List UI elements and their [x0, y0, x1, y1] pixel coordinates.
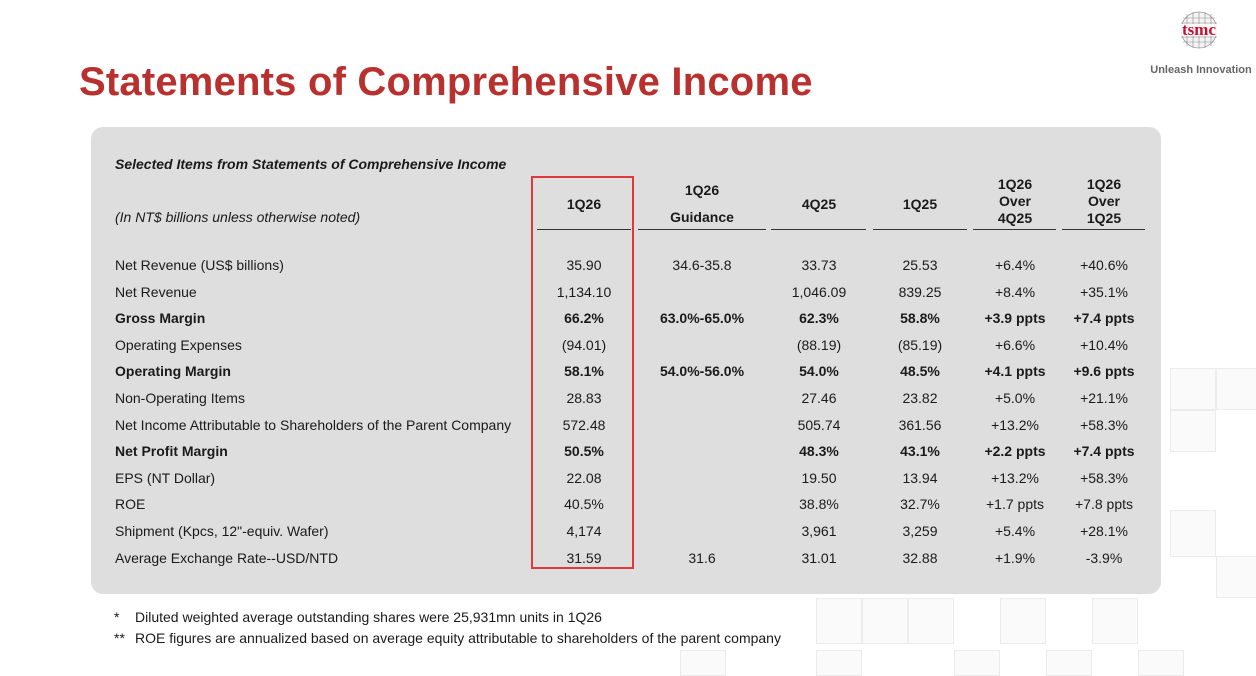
table-cell-q425: 54.0%: [799, 363, 839, 379]
table-cell-qoq: +2.2 ppts: [984, 443, 1046, 459]
table-cell-qoq: +13.2%: [991, 470, 1039, 486]
column-header-line: 4Q25: [801, 196, 837, 212]
column-header-underline: [973, 229, 1056, 230]
table-cell-qoq: +6.4%: [994, 257, 1036, 273]
table-cell-q125: 43.1%: [900, 443, 940, 459]
table-cell-yoy: -3.9%: [1085, 550, 1123, 566]
highlight-box-1q26: [531, 176, 634, 569]
table-cell-q126: 58.1%: [564, 363, 604, 379]
table-cell-q125: 23.82: [902, 390, 938, 406]
logo-tagline: Unleash Innovation: [1150, 64, 1252, 76]
table-cell-yoy: +7.8 ppts: [1075, 496, 1133, 512]
table-cell-qoq: +1.7 ppts: [986, 496, 1044, 512]
column-header-underline: [638, 229, 766, 230]
column-header-yoy: [1039, 176, 1169, 227]
column-header-line: 1Q25: [902, 196, 938, 212]
row-label: Average Exchange Rate--USD/NTD: [115, 550, 339, 566]
table-cell-q125: 839.25: [898, 284, 942, 300]
column-header-underline: [873, 229, 967, 230]
table-cell-q126: 35.90: [566, 257, 602, 273]
row-label: Net Income Attributable to Shareholders of the Parent Company: [115, 417, 512, 433]
table-cell-q425: 27.46: [801, 390, 837, 406]
table-cell-q425: 62.3%: [799, 310, 839, 326]
column-header-line: 1Q26: [566, 196, 602, 212]
table-cell-q126: (94.01): [561, 337, 607, 353]
table-cell-yoy: +10.4%: [1080, 337, 1128, 353]
table-cell-yoy: +58.3%: [1080, 417, 1128, 433]
column-header-underline: [1062, 229, 1145, 230]
table-cell-q425: 33.73: [801, 257, 837, 273]
row-label: EPS (NT Dollar): [115, 470, 216, 486]
table-section-title: Selected Items from Statements of Comprehensive Income: [115, 156, 507, 172]
column-header-line: 1Q26: [1086, 176, 1122, 192]
table-cell-q125: 48.5%: [900, 363, 940, 379]
footnote-2: [114, 630, 781, 646]
row-label: Operating Expenses: [115, 337, 242, 353]
footnote-mark: **: [114, 630, 125, 646]
table-cell-yoy: +21.1%: [1080, 390, 1128, 406]
table-cell-q125: (85.19): [897, 337, 943, 353]
table-cell-yoy: +9.6 ppts: [1073, 363, 1135, 379]
globe-logo-icon: [1174, 10, 1224, 52]
table-cell-q425: 1,046.09: [791, 284, 847, 300]
table-cell-guidance: 54.0%-56.0%: [659, 363, 745, 379]
table-cell-guidance: 34.6-35.8: [672, 257, 732, 273]
table-cell-yoy: +7.4 ppts: [1073, 310, 1135, 326]
column-header-underline: [771, 229, 866, 230]
row-label: Shipment (Kpcs, 12"-equiv. Wafer): [115, 523, 329, 539]
table-cell-q126: 50.5%: [564, 443, 604, 459]
row-label: Operating Margin: [115, 363, 231, 379]
table-cell-guidance: 63.0%-65.0%: [659, 310, 745, 326]
column-header-line: Over: [1088, 193, 1120, 209]
footnote-text: Diluted weighted average outstanding shares were 25,931mn units in 1Q26: [135, 609, 602, 625]
table-cell-q125: 58.8%: [900, 310, 940, 326]
table-cell-yoy: +40.6%: [1080, 257, 1128, 273]
table-cell-q126: 22.08: [566, 470, 602, 486]
table-cell-q126: 28.83: [566, 390, 602, 406]
row-label: Non-Operating Items: [115, 390, 245, 406]
table-cell-yoy: +28.1%: [1080, 523, 1128, 539]
table-cell-q425: 3,961: [801, 523, 837, 539]
table-cell-yoy: +35.1%: [1080, 284, 1128, 300]
column-header-line: 1Q25: [1086, 210, 1122, 226]
column-header-line: Over: [999, 193, 1031, 209]
table-cell-q126: 572.48: [562, 417, 606, 433]
table-cell-qoq: +5.0%: [994, 390, 1036, 406]
table-cell-yoy: +58.3%: [1080, 470, 1128, 486]
table-cell-q125: 361.56: [898, 417, 942, 433]
column-header-line: Guidance: [670, 209, 734, 225]
table-cell-qoq: +1.9%: [994, 550, 1036, 566]
tsmc-logo: [1150, 8, 1252, 78]
table-cell-q425: (88.19): [796, 337, 842, 353]
row-label: Net Profit Margin: [115, 443, 228, 459]
table-cell-qoq: +3.9 ppts: [984, 310, 1046, 326]
table-cell-qoq: +6.6%: [994, 337, 1036, 353]
table-cell-q125: 25.53: [902, 257, 938, 273]
table-cell-q425: 19.50: [801, 470, 837, 486]
table-cell-q126: 40.5%: [564, 496, 604, 512]
column-header-line: 1Q26: [997, 176, 1033, 192]
table-cell-qoq: +5.4%: [994, 523, 1036, 539]
units-note: (In NT$ billions unless otherwise noted): [115, 209, 361, 225]
table-cell-q125: 32.88: [902, 550, 938, 566]
row-label: Net Revenue (US$ billions): [115, 257, 284, 273]
footnote-text: ROE figures are annualized based on average equity attributable to shareholders of the parent company: [135, 630, 781, 646]
page-title: Statements of Comprehensive Income: [79, 60, 813, 104]
table-cell-qoq: +4.1 ppts: [984, 363, 1046, 379]
table-cell-q126: 66.2%: [564, 310, 604, 326]
footnote-mark: *: [114, 609, 120, 625]
table-cell-q425: 505.74: [797, 417, 841, 433]
table-cell-q126: 1,134.10: [556, 284, 612, 300]
logo-wordmark: tsmc: [1182, 20, 1216, 39]
row-label: ROE: [115, 496, 146, 512]
table-cell-q425: 48.3%: [799, 443, 839, 459]
table-cell-yoy: +7.4 ppts: [1073, 443, 1135, 459]
table-cell-q425: 38.8%: [799, 496, 839, 512]
footnote-1: [114, 609, 602, 625]
table-cell-q126: 4,174: [566, 523, 602, 539]
table-cell-q125: 3,259: [902, 523, 938, 539]
table-cell-q125: 13.94: [902, 470, 938, 486]
row-label: Gross Margin: [115, 310, 206, 326]
table-cell-qoq: +13.2%: [991, 417, 1039, 433]
table-cell-guidance: 31.6: [688, 550, 716, 566]
table-cell-q425: 31.01: [801, 550, 837, 566]
table-cell-qoq: +8.4%: [994, 284, 1036, 300]
table-cell-q126: 31.59: [566, 550, 602, 566]
column-header-line: 1Q26: [684, 182, 720, 198]
row-label: Net Revenue: [115, 284, 197, 300]
column-header-line: 4Q25: [997, 210, 1033, 226]
table-cell-q125: 32.7%: [900, 496, 940, 512]
column-header-guidance: [637, 182, 767, 226]
